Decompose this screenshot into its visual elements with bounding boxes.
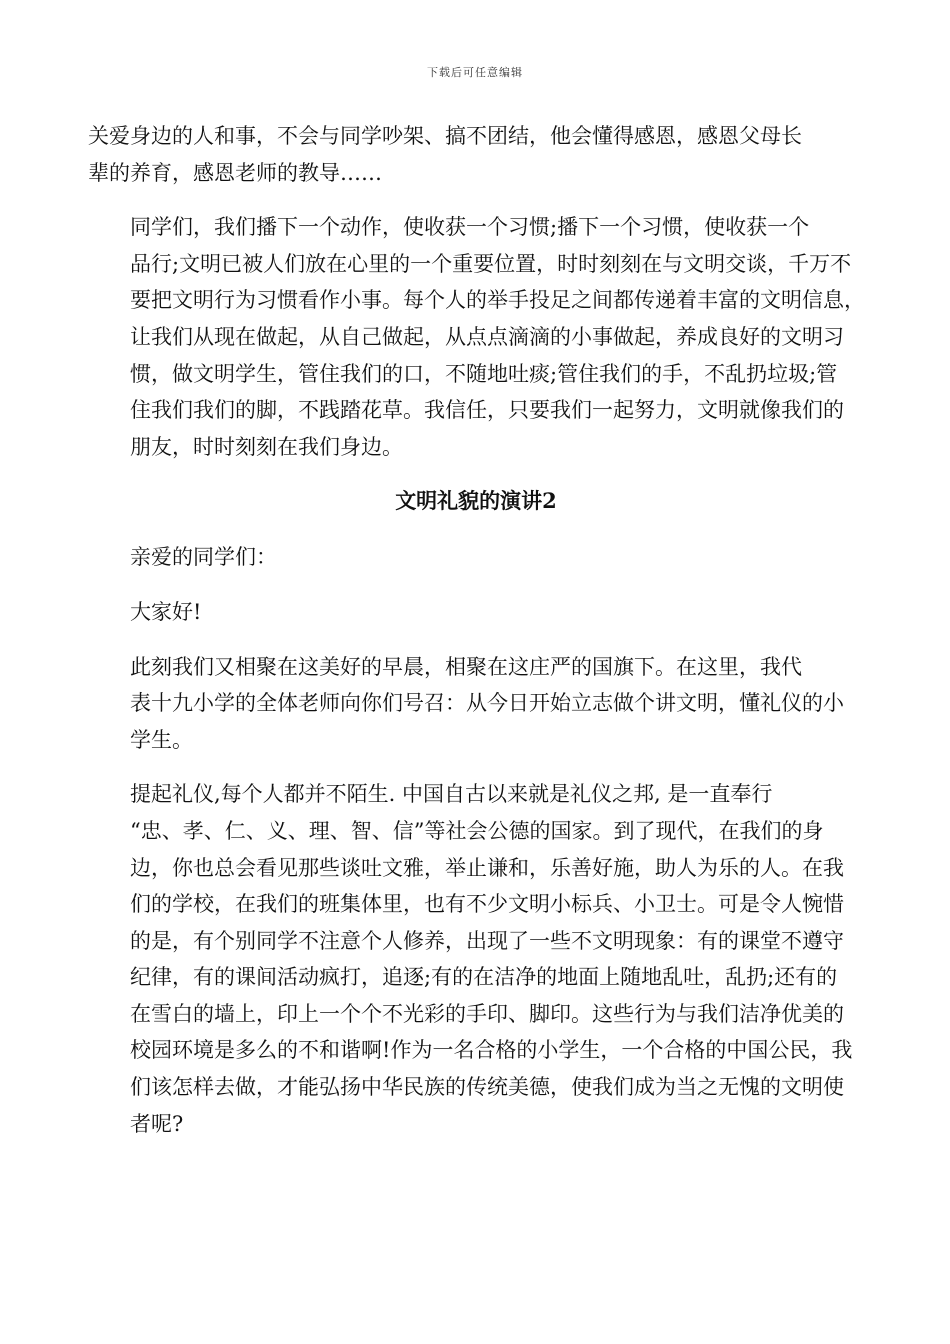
text-line: “忠、孝、仁、义、理、智、信”等社会公德的国家。到了现代，在我们的身 bbox=[130, 818, 824, 843]
text-line: 们的学校，在我们的班集体里，也有不少文明小标兵、小卫士。可是令人惋惜 bbox=[130, 892, 844, 917]
text-line: 在雪白的墙上，印上一个个不光彩的手印、脚印。这些行为与我们洁净优美的 bbox=[130, 1001, 844, 1026]
text-line: 的是，有个别同学不注意个人修养，出现了一些不文明现象：有的课堂不遵守 bbox=[130, 928, 844, 953]
text-line: 表十九小学的全体老师向你们号召：从今日开始立志做个讲文明，懂礼仪的小 bbox=[130, 691, 844, 716]
text-line: 让我们从现在做起，从自己做起，从点点滴滴的小事做起，养成良好的文明习 bbox=[130, 324, 844, 349]
text-line: 们该怎样去做，才能弘扬中华民族的传统美德，使我们成为当之无愧的文明使 bbox=[130, 1075, 844, 1100]
text-line: 边，你也总会看见那些谈吐文雅，举止谦和，乐善好施，助人为乐的人。在我 bbox=[130, 855, 844, 880]
section-title: 文明礼貌的演讲2 bbox=[395, 488, 557, 514]
text-line: 惯，做文明学生，管住我们的口，不随地吐痰;管住我们的手，不乱扔垃圾;管 bbox=[130, 361, 838, 386]
paragraph-etiquette bbox=[88, 776, 864, 1142]
hello-line: 大家好! bbox=[130, 599, 202, 624]
document-body bbox=[88, 118, 864, 1160]
text-line: 校园环境是多么的不和谐啊!作为一名合格的小学生，一个合格的中国公民，我 bbox=[130, 1038, 853, 1063]
page-header: 下载后可任意编辑 bbox=[427, 66, 523, 79]
text-line: 学生。 bbox=[130, 727, 193, 752]
text-line: 者呢? bbox=[130, 1111, 184, 1136]
text-line: 纪律，有的课间活动疯打，追逐;有的在洁净的地面上随地乱吐，乱扔;还有的 bbox=[130, 965, 838, 990]
text-line: 关爱身边的人和事，不会与同学吵架、搞不团结，他会懂得感恩，感恩父母长 bbox=[88, 124, 802, 148]
paragraph-habits bbox=[88, 209, 864, 465]
paragraph-call-to-action bbox=[88, 649, 864, 759]
text-line: 辈的养育，感恩老师的教导…… bbox=[88, 160, 382, 185]
paragraph-continuation bbox=[88, 118, 864, 191]
greeting: 亲爱的同学们： bbox=[130, 545, 277, 570]
text-line: 提起礼仪,每个人都并不陌生. 中国自古以来就是礼仪之邦, 是一直奉行 bbox=[130, 782, 773, 807]
text-line: 品行;文明已被人们放在心里的一个重要位置，时时刻刻在与文明交谈，千万不 bbox=[130, 251, 852, 276]
text-line: 要把文明行为习惯看作小事。每个人的举手投足之间都传递着丰富的文明信息， bbox=[130, 288, 865, 313]
text-line: 住我们我们的脚，不践踏花草。我信任，只要我们一起努力，文明就像我们的 bbox=[130, 398, 844, 423]
text-line: 此刻我们又相聚在这美好的早晨，相聚在这庄严的国旗下。在这里，我代 bbox=[130, 654, 802, 679]
text-line: 朋友，时时刻刻在我们身边。 bbox=[130, 434, 403, 459]
text-line: 同学们，我们播下一个动作，使收获一个习惯;播下一个习惯，使收获一个 bbox=[130, 215, 810, 240]
